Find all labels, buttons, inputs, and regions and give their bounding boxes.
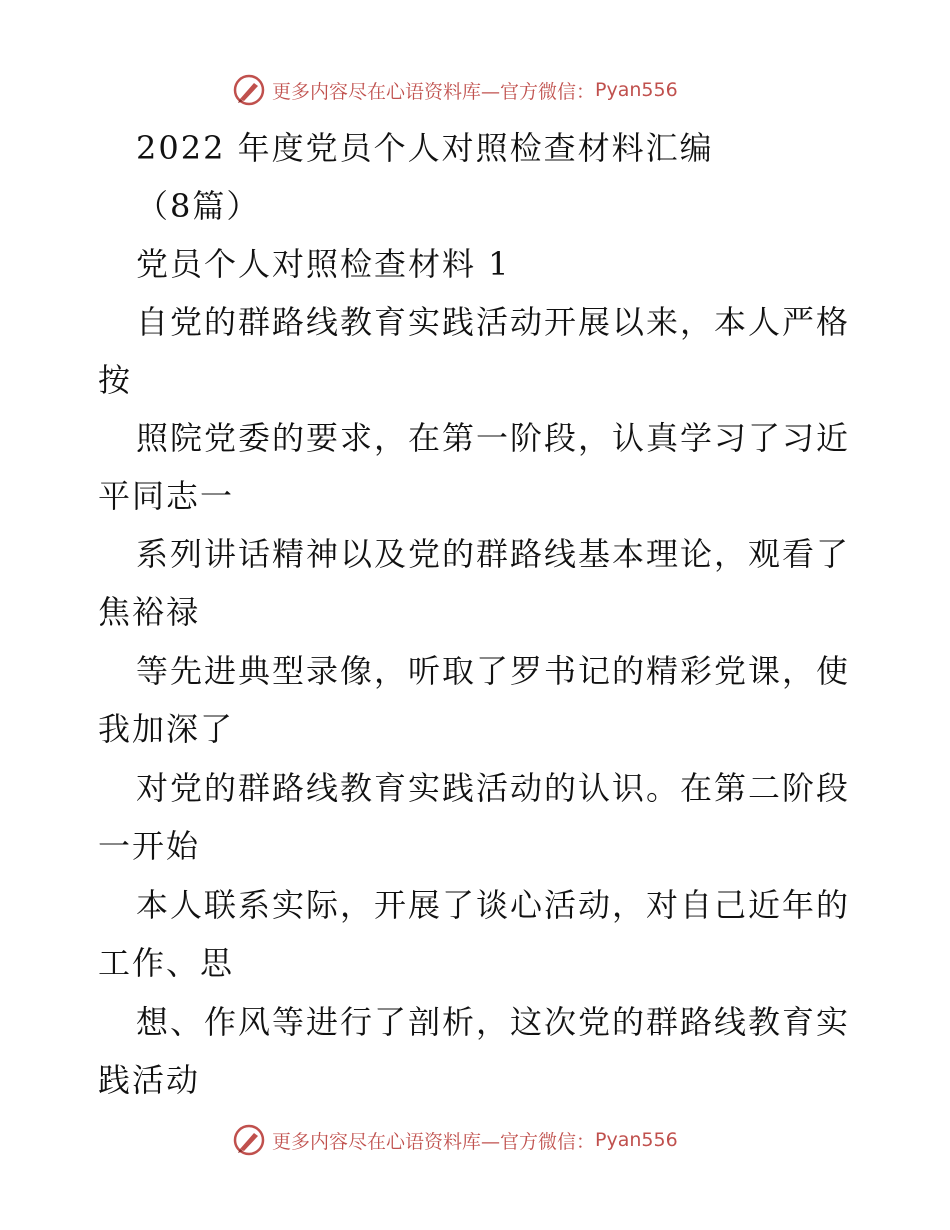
body-line: 按: [98, 361, 133, 399]
header-banner: [232, 72, 712, 108]
document-title: 2022 年度党员个人对照检查材料汇编: [136, 129, 714, 167]
footer-banner: [232, 1122, 712, 1158]
body-line: 系列讲话精神以及党的群路线基本理论，观看了: [136, 535, 851, 573]
body-line: 对党的群路线教育实践活动的认识。在第二阶段: [136, 769, 851, 807]
body-line: 我加深了: [98, 710, 235, 748]
body-line: 本人联系实际，开展了谈心活动，对自己近年的: [136, 886, 851, 924]
footer-banner-id: Pyan556: [595, 1129, 678, 1151]
header-banner-text: 更多内容尽在心语资料库—官方微信：: [272, 80, 596, 103]
body-line: 一开始: [98, 827, 201, 865]
body-line: 焦裕禄: [98, 593, 201, 631]
pen-logo-icon: [232, 73, 266, 107]
header-banner-id: Pyan556: [595, 79, 678, 101]
document-subtitle: （8篇）: [136, 187, 261, 225]
pen-logo-icon: [232, 1123, 266, 1157]
body-line: 工作、思: [98, 944, 235, 982]
footer-banner-text: 更多内容尽在心语资料库—官方微信：: [272, 1130, 596, 1153]
body-line: 照院党委的要求，在第一阶段，认真学习了习近: [136, 419, 851, 457]
body-line: 自党的群路线教育实践活动开展以来，本人严格: [136, 303, 851, 341]
body-line: 等先进典型录像，听取了罗书记的精彩党课，使: [136, 652, 851, 690]
section-heading: 党员个人对照检查材料 1: [136, 245, 511, 283]
body-line: 平同志一: [98, 477, 235, 515]
body-line: 践活动: [98, 1061, 201, 1099]
body-line: 想、作风等进行了剖析，这次党的群路线教育实: [136, 1003, 851, 1041]
